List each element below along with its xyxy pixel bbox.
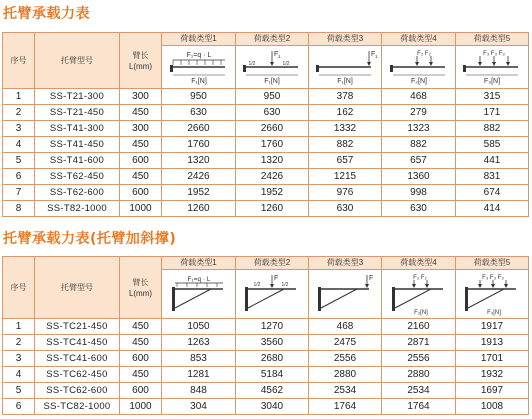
- cell-load-5: 1008: [456, 399, 529, 415]
- cell-index: 3: [3, 121, 35, 137]
- diagram-label: F₁=q · L: [186, 52, 211, 59]
- cell-length: 600: [120, 383, 162, 399]
- cell-load-5: 414: [456, 201, 529, 217]
- load-type-1-diagram: [162, 270, 236, 319]
- cell-load-1: 1320: [162, 153, 236, 169]
- header-load-type-5: 荷载类型5: [456, 33, 529, 46]
- diagram-label: F₁[N]: [264, 78, 280, 85]
- diagram-label: F: [371, 51, 376, 58]
- cell-load-5: 1701: [456, 351, 529, 367]
- cell-load-1: 1050: [162, 319, 236, 335]
- header-length-line1: 臂长: [132, 50, 149, 60]
- cell-load-2: 1952: [236, 185, 309, 201]
- table-row: [3, 185, 529, 201]
- header-length: [120, 257, 162, 319]
- cell-load-1: 304: [162, 399, 236, 415]
- diagram-label: F₂ F₂: [416, 51, 431, 57]
- cell-load-5: 585: [456, 137, 529, 153]
- cell-model: SS-T21-450: [35, 105, 120, 121]
- header-length-line1: 臂长: [132, 277, 149, 287]
- diagram-label: F₂[N]: [413, 310, 428, 316]
- diagram-label: F: [274, 275, 279, 282]
- load-capacity-table: [2, 32, 529, 217]
- cell-load-4: 1764: [382, 399, 456, 415]
- cell-load-1: 2660: [162, 121, 236, 137]
- cell-index: 8: [3, 201, 35, 217]
- load-type-5-diagram: [456, 270, 529, 319]
- cell-load-3: 1332: [309, 121, 382, 137]
- cell-load-2: 630: [236, 105, 309, 121]
- cell-load-5: 882: [456, 121, 529, 137]
- cell-index: 4: [3, 137, 35, 153]
- diagram-label: 1/2: [248, 61, 256, 67]
- cell-load-3: 2880: [309, 367, 382, 383]
- diagram-label: F₂ F₂: [412, 275, 427, 281]
- cell-model: SS-T41-450: [35, 137, 120, 153]
- header-load-type-4: 荷载类型4: [382, 33, 456, 46]
- cell-load-5: 1917: [456, 319, 529, 335]
- cell-load-1: 1760: [162, 137, 236, 153]
- table-row: [3, 383, 529, 399]
- cell-load-1: 1260: [162, 201, 236, 217]
- cell-model: SS-TC21-450: [35, 319, 120, 335]
- cell-load-2: 4562: [236, 383, 309, 399]
- header-load-type-4: 荷载类型4: [382, 257, 456, 270]
- cell-index: 1: [3, 89, 35, 105]
- cell-index: 1: [3, 319, 35, 335]
- table-row: [3, 169, 529, 185]
- header-load-type-3: 荷载类型3: [309, 33, 382, 46]
- load-type-4-diagram: [382, 270, 456, 319]
- cell-load-1: 853: [162, 351, 236, 367]
- load-type-5-diagram: [456, 46, 529, 89]
- cell-load-4: 630: [382, 201, 456, 217]
- header-index: 序号: [3, 257, 35, 319]
- cell-load-4: 882: [382, 137, 456, 153]
- cell-load-1: 950: [162, 89, 236, 105]
- table-row: [3, 399, 529, 415]
- cell-model: SS-TC41-600: [35, 351, 120, 367]
- cell-load-4: 2534: [382, 383, 456, 399]
- cell-model: SS-TC82-1000: [35, 399, 120, 415]
- cell-load-4: 2160: [382, 319, 456, 335]
- cell-index: 5: [3, 153, 35, 169]
- diagram-label: F₃ F₃ F₃: [482, 275, 504, 281]
- cell-load-2: 3560: [236, 335, 309, 351]
- diagram-label: F₁[N]: [190, 78, 207, 85]
- cell-load-3: 2475: [309, 335, 382, 351]
- table-row: [3, 153, 529, 169]
- diagram-label: 1: [278, 54, 281, 59]
- diagram-label: 1/2: [282, 61, 290, 67]
- cell-length: 450: [120, 367, 162, 383]
- table1-title: 托臂承载力表: [3, 6, 90, 22]
- load-type-3-diagram: [309, 270, 382, 319]
- cell-index: 5: [3, 383, 35, 399]
- cell-length: 300: [120, 89, 162, 105]
- header-load-type-1: 荷载类型1: [162, 257, 236, 270]
- cell-load-1: 2426: [162, 169, 236, 185]
- header-load-type-5: 荷载类型5: [456, 257, 529, 270]
- cell-index: 2: [3, 335, 35, 351]
- cell-index: 2: [3, 105, 35, 121]
- cell-load-4: 2880: [382, 367, 456, 383]
- cell-model: SS-T62-450: [35, 169, 120, 185]
- load-type-2-diagram: [236, 270, 309, 319]
- cell-load-2: 1270: [236, 319, 309, 335]
- cell-load-1: 630: [162, 105, 236, 121]
- cell-length: 600: [120, 185, 162, 201]
- cell-load-5: 1697: [456, 383, 529, 399]
- cell-model: SS-TC62-450: [35, 367, 120, 383]
- diagram-label: F₂[N]: [410, 78, 427, 85]
- cell-length: 600: [120, 153, 162, 169]
- cell-load-4: 2556: [382, 351, 456, 367]
- cell-load-4: 657: [382, 153, 456, 169]
- table-row: [3, 105, 529, 121]
- cell-load-3: 2556: [309, 351, 382, 367]
- header-length: [120, 33, 162, 89]
- diagram-label: F₃[N]: [487, 310, 501, 316]
- diagram-label: F: [274, 51, 279, 58]
- cell-load-4: 468: [382, 89, 456, 105]
- header-length-line2: L(mm): [128, 288, 153, 298]
- cell-load-3: 657: [309, 153, 382, 169]
- cell-length: 1000: [120, 399, 162, 415]
- cell-load-3: 162: [309, 105, 382, 121]
- cell-length: 450: [120, 105, 162, 121]
- cell-length: 1000: [120, 201, 162, 217]
- table-row: [3, 201, 529, 217]
- load-type-4-diagram: [382, 46, 456, 89]
- cell-load-5: 171: [456, 105, 529, 121]
- header-length-line2: L(mm): [128, 61, 153, 71]
- cell-load-1: 1281: [162, 367, 236, 383]
- cell-model: SS-T62-600: [35, 185, 120, 201]
- cell-index: 4: [3, 367, 35, 383]
- header-model: 托臂型号: [35, 257, 120, 319]
- table-row: [3, 351, 529, 367]
- diagram-label: F₁=q · L: [187, 276, 210, 283]
- table-row: [3, 89, 529, 105]
- header-load-type-2: 荷载类型2: [236, 33, 309, 46]
- cell-length: 450: [120, 137, 162, 153]
- load-capacity-table-with-brace: [2, 256, 529, 415]
- cell-load-1: 1952: [162, 185, 236, 201]
- cell-load-5: 674: [456, 185, 529, 201]
- diagram-label: 1/2: [281, 282, 289, 288]
- cell-index: 6: [3, 169, 35, 185]
- cell-load-2: 1320: [236, 153, 309, 169]
- cell-load-2: 2426: [236, 169, 309, 185]
- cell-load-3: 976: [309, 185, 382, 201]
- cell-index: 7: [3, 185, 35, 201]
- cell-load-3: 882: [309, 137, 382, 153]
- diagram-label: 1: [375, 54, 378, 59]
- table-row: [3, 121, 529, 137]
- cell-model: SS-T41-600: [35, 153, 120, 169]
- cell-length: 450: [120, 169, 162, 185]
- header-model: 托臂型号: [35, 33, 120, 89]
- header-load-type-1: 荷载类型1: [162, 33, 236, 46]
- cell-load-2: 5184: [236, 367, 309, 383]
- cell-length: 450: [120, 335, 162, 351]
- diagram-label: 1/2: [253, 282, 261, 288]
- cell-length: 600: [120, 351, 162, 367]
- cell-model: SS-TC41-450: [35, 335, 120, 351]
- cell-load-4: 1323: [382, 121, 456, 137]
- cell-load-2: 3040: [236, 399, 309, 415]
- cell-load-4: 1360: [382, 169, 456, 185]
- cell-index: 3: [3, 351, 35, 367]
- table-row: [3, 367, 529, 383]
- table-row: [3, 335, 529, 351]
- cell-load-1: 1263: [162, 335, 236, 351]
- cell-load-3: 1215: [309, 169, 382, 185]
- cell-load-5: 315: [456, 89, 529, 105]
- cell-model: SS-T41-300: [35, 121, 120, 137]
- diagram-label: F: [369, 275, 374, 282]
- cell-load-2: 1260: [236, 201, 309, 217]
- cell-load-2: 1760: [236, 137, 309, 153]
- diagram-label: F₃ F₃ F₃: [483, 51, 505, 57]
- cell-load-2: 950: [236, 89, 309, 105]
- load-type-3-diagram: [309, 46, 382, 89]
- diagram-label: F₁[N]: [337, 78, 353, 85]
- cell-load-5: 831: [456, 169, 529, 185]
- cell-load-1: 848: [162, 383, 236, 399]
- cell-load-2: 2680: [236, 351, 309, 367]
- header-load-type-2: 荷载类型2: [236, 257, 309, 270]
- cell-load-5: 1913: [456, 335, 529, 351]
- cell-load-3: 630: [309, 201, 382, 217]
- cell-load-4: 279: [382, 105, 456, 121]
- table-row: [3, 137, 529, 153]
- load-type-1-diagram: [162, 46, 236, 89]
- diagram-label: F₃[N]: [483, 78, 501, 85]
- table2-title: 托臂承载力表(托臂加斜撑): [3, 231, 177, 247]
- header-load-type-3: 荷载类型3: [309, 257, 382, 270]
- cell-model: SS-T82-1000: [35, 201, 120, 217]
- table-row: [3, 319, 529, 335]
- header-index: 序号: [3, 33, 35, 89]
- cell-length: 450: [120, 319, 162, 335]
- cell-model: SS-TC62-600: [35, 383, 120, 399]
- cell-load-5: 441: [456, 153, 529, 169]
- cell-load-4: 998: [382, 185, 456, 201]
- cell-load-3: 468: [309, 319, 382, 335]
- cell-load-3: 1764: [309, 399, 382, 415]
- cell-load-4: 2871: [382, 335, 456, 351]
- cell-load-3: 2534: [309, 383, 382, 399]
- cell-load-5: 1932: [456, 367, 529, 383]
- cell-model: SS-T21-300: [35, 89, 120, 105]
- cell-load-3: 378: [309, 89, 382, 105]
- cell-load-2: 2660: [236, 121, 309, 137]
- cell-length: 300: [120, 121, 162, 137]
- cell-index: 6: [3, 399, 35, 415]
- load-type-2-diagram: [236, 46, 309, 89]
